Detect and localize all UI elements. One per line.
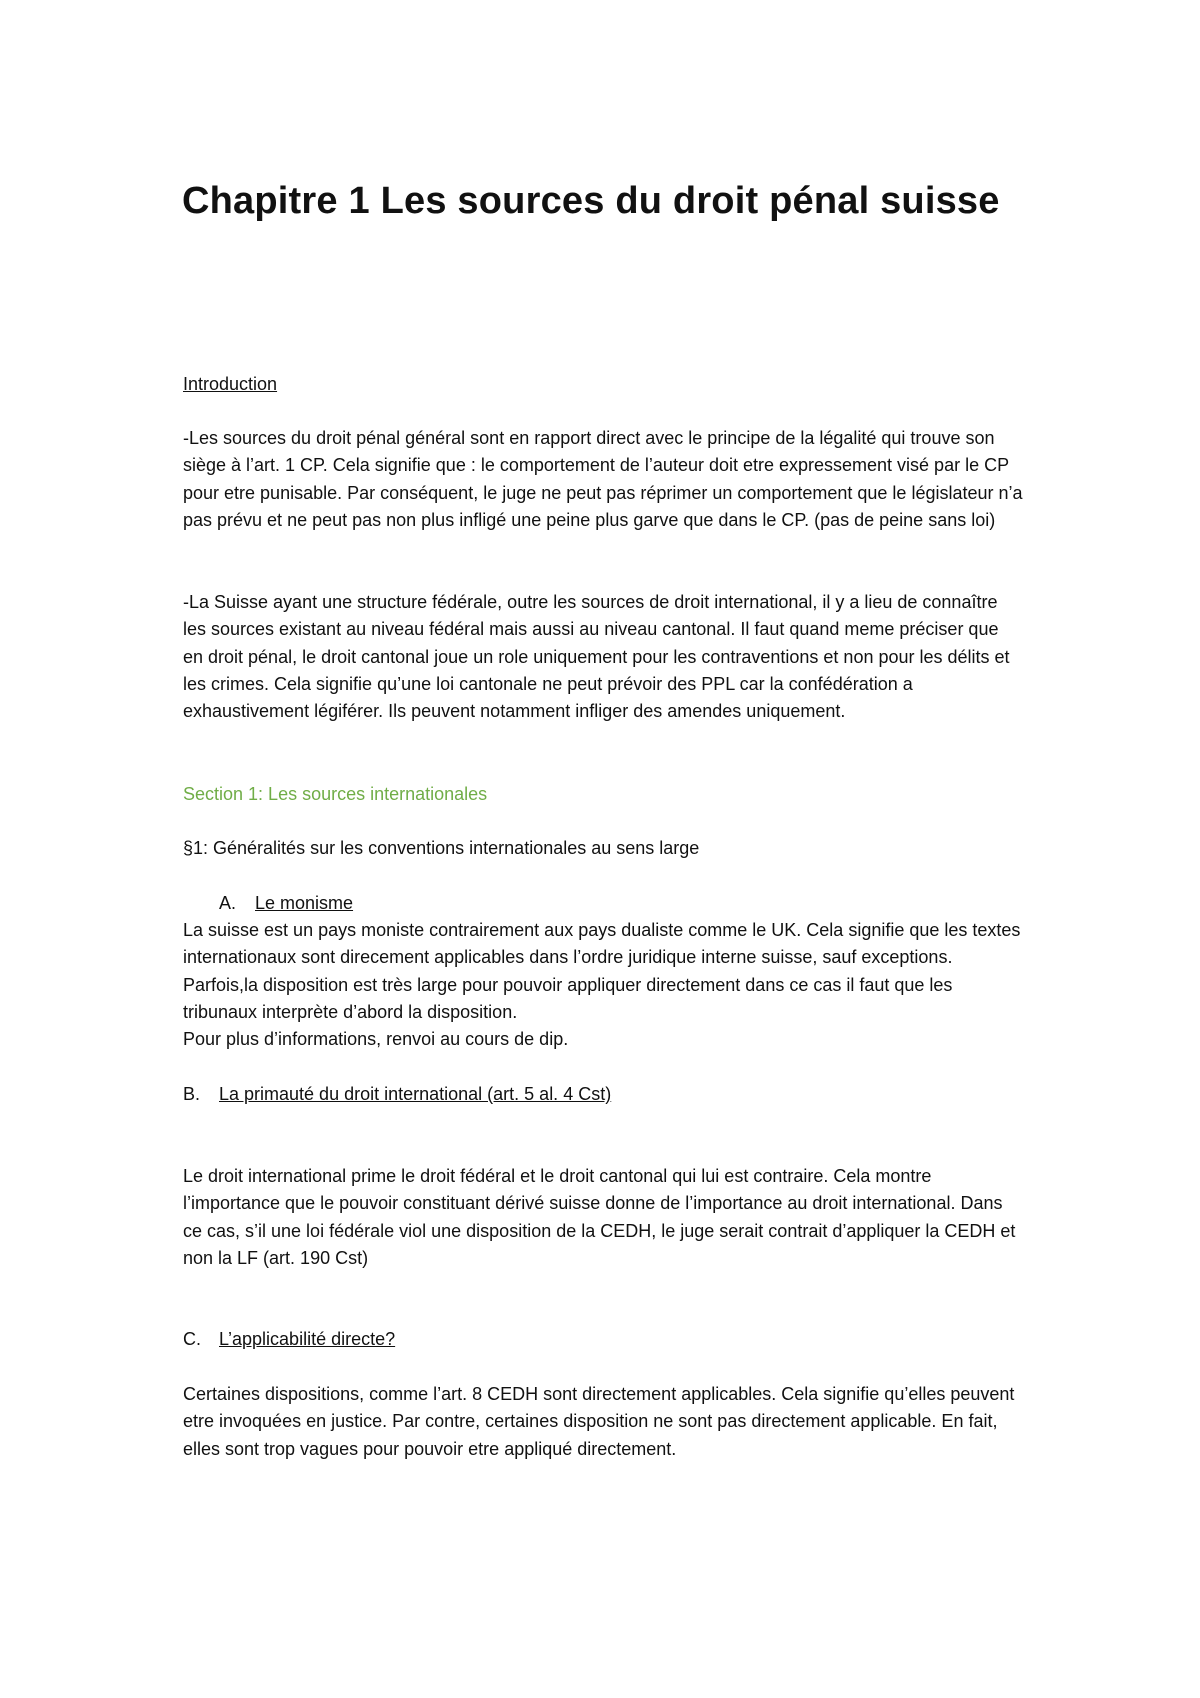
item-c-paragraph: Certaines dispositions, comme l’art. 8 CEDH sont directement applicables. Cela signifie qu’elles peuvent etre invoquées en justice. Par contre, certaines disposition ne sont pas directement applicable. En fait, elles sont trop vagues pour pouvoir etre appliqué directement. xyxy=(183,1384,1015,1459)
paragraph-1-heading: §1: Généralités sur les conventions internationales au sens large xyxy=(183,838,700,858)
list-item-a xyxy=(219,890,353,917)
list-item-b-letter: B. xyxy=(183,1084,201,1104)
list-item-c-letter: C. xyxy=(183,1329,201,1349)
item-a-paragraph-2: Pour plus d’informations, renvoi au cours de dip. xyxy=(183,1029,569,1049)
list-item-b-label: La primauté du droit international (art. 5 al. 4 Cst) xyxy=(219,1084,612,1104)
list-item-a-label: Le monisme xyxy=(255,893,354,913)
section-1-heading: Section 1: Les sources internationales xyxy=(183,784,488,804)
intro-paragraph-1: -Les sources du droit pénal général sont en rapport direct avec le principe de la légalité qui trouve son siège à l’art. 1 CP. Cela signifie que : le comportement de l’auteur doit etre expressement visé par le CP pour etre punisable. Par conséquent, le juge ne peut pas réprimer un comportement que le législateur n’a pas prévu et ne peut pas non plus infligé une peine plus garve que dans le CP. (pas de peine sans loi) xyxy=(183,428,1023,530)
intro-paragraph-2: -La Suisse ayant une structure fédérale, outre les sources de droit international, il y a lieu de connaître les sources existant au niveau fédéral mais aussi au niveau cantonal. Il faut quand meme préciser que en droit pénal, le droit cantonal joue un role uniquement pour les contraventions et non pour les délits et les crimes. Cela signifie qu’une loi cantonale ne peut prévoir des PPL car la confédération a exhaustivement légiférer. Ils peuvent notamment infliger des amendes uniquement. xyxy=(183,592,1010,722)
list-item-c xyxy=(183,1326,395,1353)
item-b-paragraph: Le droit international prime le droit fédéral et le droit cantonal qui lui est contraire. Cela montre l’importance que le pouvoir constituant dérivé suisse donne de l’importance au droit international. Dans ce cas, s’il une loi fédérale viol une disposition de la CEDH, le juge serait contrait d’appliquer la CEDH et non la LF (art. 190 Cst) xyxy=(183,1166,1016,1268)
list-item-c-label: L’applicabilité directe? xyxy=(219,1329,396,1349)
list-item-b xyxy=(183,1081,611,1108)
item-a-paragraph: La suisse est un pays moniste contrairement aux pays dualiste comme le UK. Cela signifie que les textes internationaux sont direcement applicables dans l’ordre juridique interne suisse, sauf exceptions. Parfois,la disposition est très large pour pouvoir appliquer directement dans ce cas il faut que les tribunaux interprète d’abord la disposition. xyxy=(183,920,1021,1022)
list-item-a-letter: A. xyxy=(219,893,237,913)
introduction-heading: Introduction xyxy=(183,374,278,394)
chapter-title: Chapitre 1 Les sources du droit pénal suisse xyxy=(182,180,1000,222)
